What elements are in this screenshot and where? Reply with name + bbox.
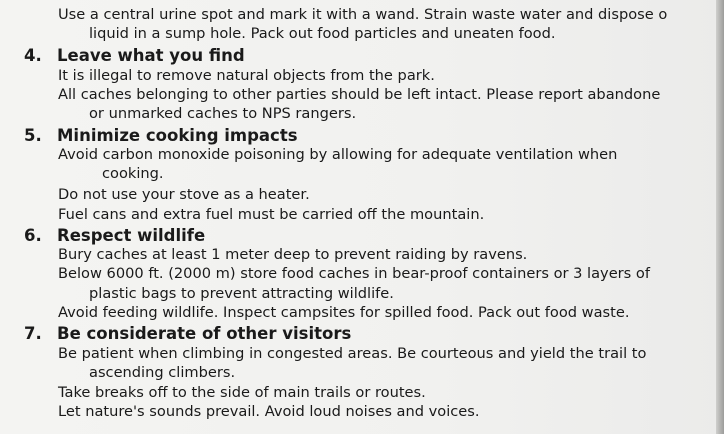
section-line: All caches belonging to other parties should be left intact. Please report abandone (58, 86, 661, 103)
section-title: Respect wildlife (57, 226, 206, 245)
section-title: Be considerate of other visitors (57, 324, 352, 343)
section-heading (24, 324, 351, 344)
section-line: or unmarked caches to NPS rangers. (89, 105, 357, 122)
section-line: It is illegal to remove natural objects from the park. (58, 67, 435, 84)
intro-line: liquid in a sump hole. Pack out food particles and uneaten food. (89, 25, 556, 42)
section-line: Below 6000 ft. (2000 m) store food caches in bear-proof containers or 3 layers of (58, 265, 650, 282)
section-line: cooking. (102, 165, 164, 182)
page-edge-shadow (716, 0, 724, 434)
section-line: Take breaks off to the side of main trails or routes. (58, 384, 426, 401)
section-title: Leave what you find (57, 46, 245, 65)
section-number: 5. (24, 126, 42, 145)
section-heading (24, 46, 245, 66)
section-line: ascending climbers. (89, 364, 236, 381)
section-title: Minimize cooking impacts (57, 126, 298, 145)
section-line: Fuel cans and extra fuel must be carried off the mountain. (58, 206, 485, 223)
section-line: plastic bags to prevent attracting wildlife. (89, 285, 394, 302)
section-heading (24, 226, 205, 246)
section-line: Avoid feeding wildlife. Inspect campsites for spilled food. Pack out food waste. (58, 304, 630, 321)
section-number: 6. (24, 226, 42, 245)
section-heading (24, 126, 298, 146)
section-line: Be patient when climbing in congested areas. Be courteous and yield the trail to (58, 345, 647, 362)
section-number: 7. (24, 324, 42, 343)
section-line: Avoid carbon monoxide poisoning by allowing for adequate ventilation when (58, 146, 618, 163)
section-line: Bury caches at least 1 meter deep to prevent raiding by ravens. (58, 246, 528, 263)
section-line: Do not use your stove as a heater. (58, 186, 310, 203)
intro-line: Use a central urine spot and mark it with a wand. Strain waste water and dispose o (58, 6, 668, 23)
section-number: 4. (24, 46, 42, 65)
section-line: Let nature's sounds prevail. Avoid loud noises and voices. (58, 403, 480, 420)
